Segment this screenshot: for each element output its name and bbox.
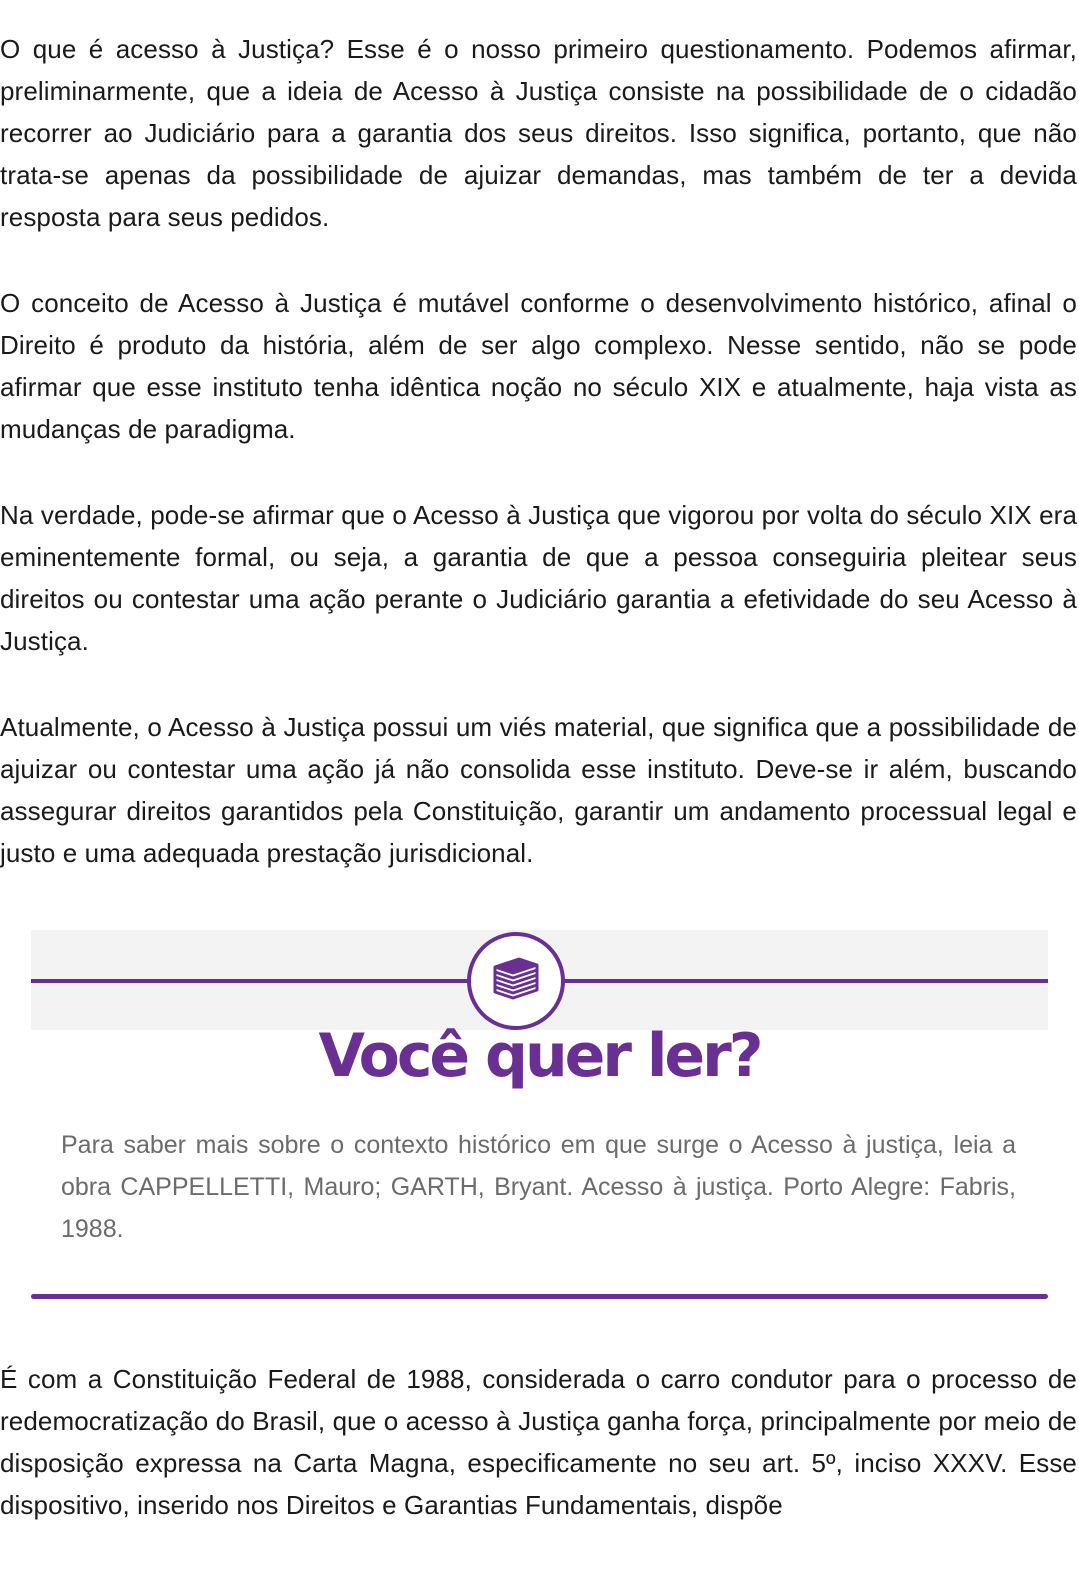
document-body xyxy=(0,28,1077,1570)
callout-bottom-divider xyxy=(31,1294,1048,1299)
paragraph-4: Atualmente, o Acesso à Justiça possui um viés material, que significa que a possibilidade de ajuizar ou contestar uma ação já não consolida esse instituto. Deve-se ir além, buscando assegurar direitos garantidos pela Constituição, garantir um andamento processual legal e justo e uma adequada prestação jurisdicional. xyxy=(0,712,1077,868)
paragraph-2: O conceito de Acesso à Justiça é mutável conforme o desenvolvimento histórico, afinal o Direito é produto da história, além de ser algo complexo. Nesse sentido, não se pode afirmar que esse instituto tenha idêntica noção no século XIX e atualmente, haja vista as mudanças de paradigma. xyxy=(0,288,1077,444)
books-icon xyxy=(489,955,543,1008)
callout-title: Você quer ler? xyxy=(318,1021,761,1091)
reading-callout xyxy=(0,918,1079,1318)
paragraph-1: O que é acesso à Justiça? Esse é o nosso primeiro questionamento. Podemos afirmar, preliminarmente, que a ideia de Acesso à Justiça consiste na possibilidade de o cidadão recorrer ao Judiciário para a garantia dos seus direitos. Isso significa, portanto, que não trata-se apenas da possibilidade de ajuizar demandas, mas também de ter a devida resposta para seus pedidos. xyxy=(0,34,1077,232)
paragraph-3: Na verdade, pode-se afirmar que o Acesso à Justiça que vigorou por volta do século XIX era eminentemente formal, ou seja, a garantia de que a pessoa conseguiria pleitear seus direitos ou contestar uma ação perante o Judiciário garantia a efetividade do seu Acesso à Justiça. xyxy=(0,500,1077,656)
paragraph-5: É com a Constituição Federal de 1988, considerada o carro condutor para o processo de redemocratização do Brasil, que o acesso à Justiça ganha força, principalmente por meio de disposição expressa na Carta Magna, especificamente no seu art. 5º, inciso XXXV. Esse dispositivo, inserido nos Direitos e Garantias Fundamentais, dispõe xyxy=(0,1364,1077,1520)
callout-text: Para saber mais sobre o contexto histórico em que surge o Acesso à justiça, leia a obra CAPPELLETTI, Mauro; GARTH, Bryant. Acesso à justiça. Porto Alegre: Fabris, 1988. xyxy=(61,1131,1016,1243)
